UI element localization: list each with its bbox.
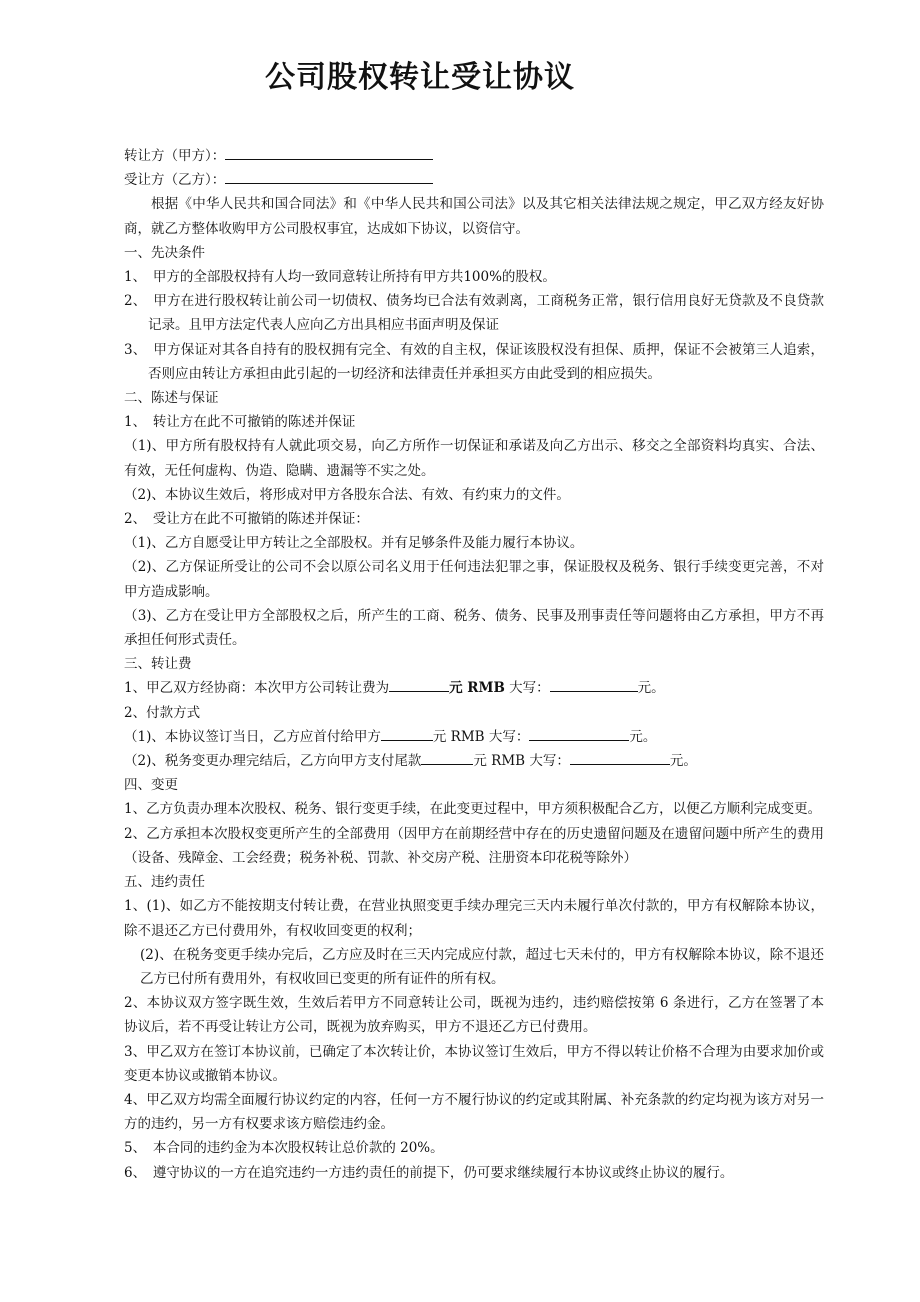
transferor-blank[interactable] bbox=[225, 144, 433, 160]
fee-amount-blank[interactable] bbox=[389, 676, 449, 692]
payment-1-yuan: 元。 bbox=[629, 728, 657, 745]
section-2-heading: 二、陈述与保证 bbox=[124, 390, 219, 407]
transferee-line bbox=[124, 168, 824, 192]
transferee-blank[interactable] bbox=[225, 168, 433, 184]
section-1-heading: 一、先决条件 bbox=[124, 244, 205, 261]
s4-item-1: 1、乙方负责办理本次股权、税务、银行变更手续，在此变更过程中，甲方须积极配合乙方，以便乙方顺利完成变更。 bbox=[124, 801, 822, 818]
fee-capital-label: 大写： bbox=[504, 680, 550, 697]
preamble: 根据《中华人民共和国合同法》和《中华人民共和国公司法》以及其它相关法律法规之规定，甲乙双方经友好协商，就乙方整体收购甲方公司股权事宜，达成如下协议，以资信守。 bbox=[124, 196, 824, 237]
transferee-label: 受让方（乙方）： bbox=[124, 172, 226, 189]
s2-sub1-item-2: （2)、本协议生效后，将形成对甲方各股东合法、有效、有约束力的文件。 bbox=[124, 486, 570, 503]
s5-item-4: 4、甲乙双方均需全面履行协议约定的内容，任何一方不履行协议的约定或其附属、补充条款的约定均视为该方对另一方的违约，另一方有权要求该方赔偿违约金。 bbox=[124, 1091, 824, 1133]
payment-2-amount-blank[interactable] bbox=[421, 749, 473, 765]
payment-2-capital-blank[interactable] bbox=[570, 749, 670, 765]
transferor-line bbox=[124, 144, 824, 168]
payment-heading: 2、付款方式 bbox=[124, 704, 201, 721]
document-title: 公司股权转让受让协议 bbox=[265, 60, 575, 95]
payment-2-yuan: 元。 bbox=[669, 753, 697, 770]
s2-sub2-item-1: （1)、乙方自愿受让甲方转让之全部股权。并有足够条件及能力履行本协议。 bbox=[124, 535, 584, 552]
payment-2-label: （2)、税务变更办理完结后，乙方向甲方支付尾款 bbox=[124, 753, 422, 770]
s2-sub2-item-3: （3)、乙方在受让甲方全部股权之后，所产生的工商、税务、债务、民事及刑事责任等问题将由乙方承担，甲方不再承担任何形式责任。 bbox=[124, 607, 824, 649]
payment-1-amount-blank[interactable] bbox=[381, 725, 433, 741]
fee-line bbox=[124, 676, 824, 700]
s5-item-1: 1、(1)、如乙方不能按期支付转让费，在营业执照变更手续办理完三天内未履行单次付款的，甲方有权解除本协议，除不退还乙方已付费用外，有权收回变更的权利； bbox=[124, 898, 824, 939]
s2-sub2-item-2: （2)、乙方保证所受让的公司不会以原公司名义用于任何违法犯罪之事，保证股权及税务、银行手续变更完善，不对甲方造成影响。 bbox=[124, 559, 824, 600]
s2-sub1: 1、 转让方在此不可撤销的陈述并保证 bbox=[124, 414, 356, 431]
s2-sub2: 2、 受让方在此不可撤销的陈述并保证： bbox=[124, 511, 369, 528]
section-5-heading: 五、违约责任 bbox=[124, 874, 205, 891]
s1-item-1: 1、 甲方的全部股权持有人均一致同意转让所持有甲方共100%的股权。 bbox=[124, 269, 556, 286]
s5-item-2: 2、本协议双方签字既生效，生效后若甲方不同意转让公司，既视为违约，违约赔偿按第 6 条进行，乙方在签署了本协议后，若不再受让转让方公司，既视为放弃购买，甲方不退还乙方已付费用。 bbox=[124, 995, 824, 1036]
fee-yuan: 元。 bbox=[637, 680, 665, 697]
payment-1-unit: 元 RMB 大写： bbox=[432, 728, 530, 745]
fee-label: 1、甲乙双方经协商：本次甲方公司转让费为 bbox=[124, 680, 390, 697]
s4-item-2: 2、乙方承担本次股权变更所产生的全部费用（因甲方在前期经营中存在的历史遗留问题及在遗留问题中所产生的费用（设备、残障金、工会经费；税务补税、罚款、补交房产税、注册资本印花税等除外） bbox=[124, 825, 824, 866]
s5-item-6: 6、 遵守协议的一方在追究违约一方违约责任的前提下，仍可要求继续履行本协议或终止协议的履行。 bbox=[124, 1164, 734, 1181]
s5-item-3: 3、甲乙双方在签订本协议前，已确定了本次转让价，本协议签订生效后，甲方不得以转让价格不合理为由要求加价或变更本协议或撤销本协议。 bbox=[124, 1043, 824, 1084]
transferor-label: 转让方（甲方）： bbox=[124, 148, 226, 164]
s5-item-5: 5、 本合同的违约金为本次股权转让总价款的 20%。 bbox=[124, 1140, 444, 1157]
fee-unit: 元 RMB bbox=[449, 680, 505, 697]
s1-item-2: 2、 甲方在进行股权转让前公司一切债权、债务均已合法有效剥离，工商税务正常，银行信用良好无贷款及不良贷款记录。且甲方法定代表人应向乙方出具相应书面声明及保证 bbox=[124, 293, 824, 334]
s1-item-3: 3、 甲方保证对其各自持有的股权拥有完全、有效的自主权，保证该股权没有担保、质押，保证不会被第三人追索，否则应由转让方承担由此引起的一切经济和法律责任并承担买方由此受到的相应损失。 bbox=[124, 341, 824, 382]
payment-2-unit: 元 RMB 大写： bbox=[473, 753, 570, 770]
fee-capital-blank[interactable] bbox=[550, 676, 638, 692]
payment-1-capital-blank[interactable] bbox=[529, 725, 629, 741]
payment-1-line bbox=[124, 725, 824, 749]
payment-1-label: （1)、本协议签订当日，乙方应首付给甲方 bbox=[124, 728, 381, 745]
payment-2-line bbox=[124, 749, 824, 773]
section-4-heading: 四、变更 bbox=[124, 777, 178, 794]
section-3-heading: 三、转让费 bbox=[124, 656, 192, 673]
document-body bbox=[124, 144, 824, 1185]
s5-item-1b: (2)、在税务变更手续办完后，乙方应及时在三天内完成应付款，超过七天未付的，甲方有权解除本协议，除不退还乙方已付所有费用外，有权收回已变更的所有证件的所有权。 bbox=[140, 946, 824, 987]
s2-sub1-item-1: （1)、甲方所有股权持有人就此项交易，向乙方所作一切保证和承诺及向乙方出示、移交之全部资料均真实、合法、有效，无任何虚构、伪造、隐瞒、遗漏等不实之处。 bbox=[124, 438, 824, 479]
